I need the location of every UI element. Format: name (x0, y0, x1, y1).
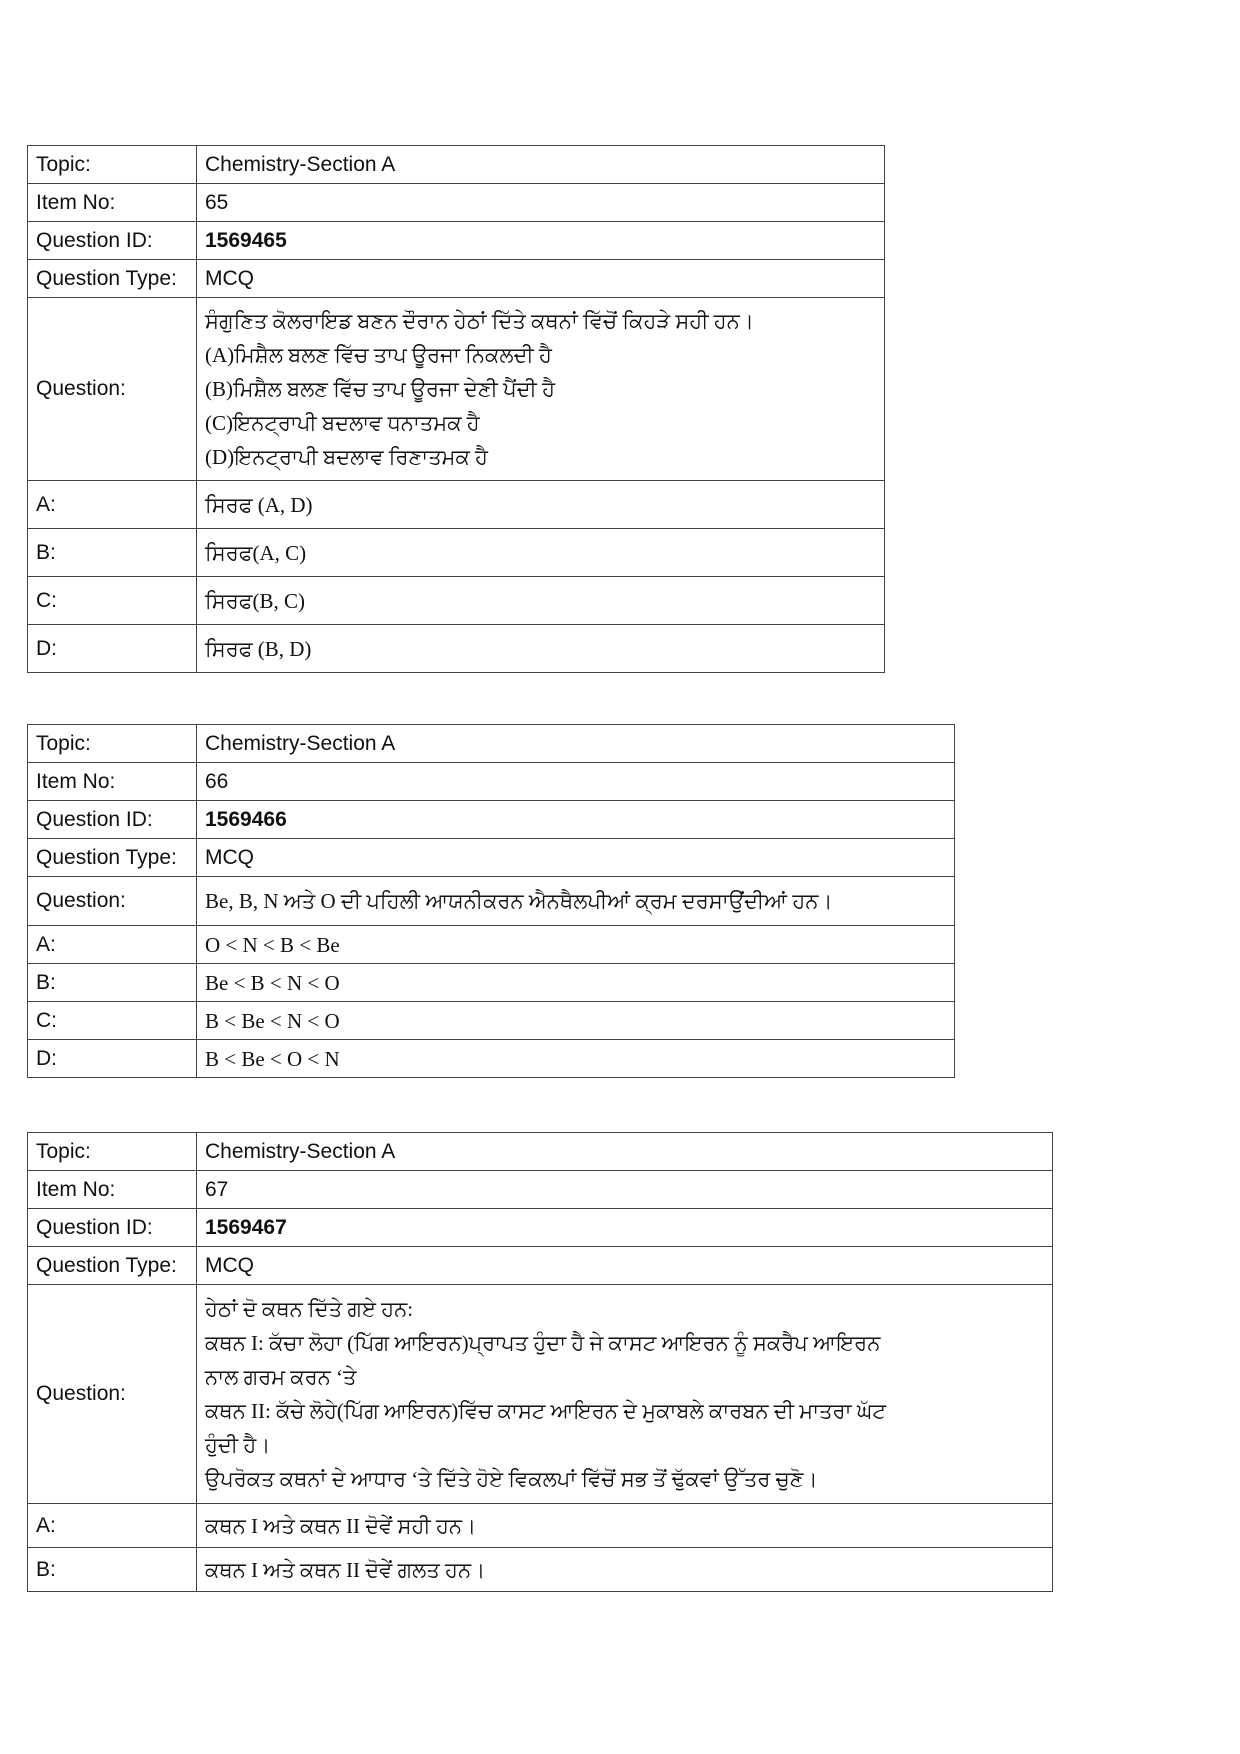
question-id-row (28, 801, 955, 839)
question-line: (B)ਮਿਸ਼ੈਲ ਬਲਣ ਵਿੱਚ ਤਾਪ ਊਰਜਾ ਦੇਣੀ ਪੈਂਦੀ ਹੈ (205, 377, 556, 401)
question-id-value: 1569467 (205, 1215, 287, 1239)
question-line: ਹੁੰਦੀ ਹੈ। (205, 1433, 271, 1457)
question-line: Be, B, N ਅਤੇ O ਦੀ ਪਹਿਲੀ ਆਯਨੀਕਰਨ ਐਨਥੈਲਪੀਆਂ ਕ੍ਰਮ ਦਰਸਾਉਂਦੀਆਂ ਹਨ। (205, 889, 833, 913)
item-no-row (28, 763, 955, 801)
question-type-value: MCQ (197, 260, 885, 298)
question-row (28, 298, 885, 481)
option-b-label: B: (28, 964, 197, 1002)
item-no-value: 65 (197, 184, 885, 222)
option-c-text: B < Be < N < O (197, 1002, 955, 1040)
option-c-label: C: (28, 577, 197, 625)
option-c-text: ਸਿਰਫ(B, C) (197, 577, 885, 625)
question-line: ਸੰਗੁਣਿਤ ਕੋਲਰਾਇਡ ਬਣਨ ਦੌਰਾਨ ਹੇਠਾਂ ਦਿੱਤੇ ਕਥਨਾਂ ਵਿੱਚੋਂ ਕਿਹੜੇ ਸਹੀ ਹਨ। (205, 309, 754, 333)
option-b-label: B: (28, 1548, 197, 1592)
question-card (27, 145, 885, 673)
option-c-row (28, 1002, 955, 1040)
question-id-label: Question ID: (28, 1209, 197, 1247)
question-text (197, 877, 955, 926)
question-line: ਹੇਠਾਂ ਦੋ ਕਥਨ ਦਿੱਤੇ ਗਏ ਹਨ: (205, 1297, 414, 1321)
question-card (27, 724, 955, 1078)
option-b-text: ਸਿਰਫ(A, C) (197, 529, 885, 577)
topic-label: Topic: (28, 725, 197, 763)
option-a-row (28, 481, 885, 529)
question-text (197, 1285, 1053, 1504)
question-line: ਉਪਰੋਕਤ ਕਥਨਾਂ ਦੇ ਆਧਾਰ ‘ਤੇ ਦਿੱਤੇ ਹੋਏ ਵਿਕਲਪਾਂ ਵਿੱਚੋਂ ਸਭ ਤੋਂ ਢੁੱਕਵਾਂ ਉੱਤਰ ਚੁਣੋ। (205, 1467, 818, 1491)
question-line: ਕਥਨ II: ਕੱਚੇ ਲੋਹੇ(ਪਿੱਗ ਆਇਰਨ)ਵਿੱਚ ਕਾਸਟ ਆਇਰਨ ਦੇ ਮੁਕਾਬਲੇ ਕਾਰਬਨ ਦੀ ਮਾਤਰਾ ਘੱਟ (205, 1399, 886, 1423)
option-a-row (28, 1504, 1053, 1548)
question-label: Question: (28, 298, 197, 481)
item-no-label: Item No: (28, 763, 197, 801)
question-row (28, 1285, 1053, 1504)
question-row (28, 877, 955, 926)
question-type-label: Question Type: (28, 260, 197, 298)
option-d-text: ਸਿਰਫ (B, D) (197, 625, 885, 673)
question-id-label: Question ID: (28, 222, 197, 260)
option-b-text: Be < B < N < O (197, 964, 955, 1002)
question-line: ਕਥਨ I: ਕੱਚਾ ਲੋਹਾ (ਪਿੱਗ ਆਇਰਨ)ਪ੍ਰਾਪਤ ਹੁੰਦਾ ਹੈ ਜੇ ਕਾਸਟ ਆਇਰਨ ਨੂੰ ਸਕਰੈਪ ਆਇਰਨ (205, 1331, 881, 1355)
question-line: (C)ਇਨਟ੍ਰਾਪੀ ਬਦਲਾਵ ਧਨਾਤਮਕ ਹੈ (205, 411, 480, 435)
question-type-row (28, 1247, 1053, 1285)
option-a-text: ਸਿਰਫ (A, D) (197, 481, 885, 529)
topic-row (28, 146, 885, 184)
question-type-value: MCQ (197, 1247, 1053, 1285)
option-b-row (28, 529, 885, 577)
question-text (197, 298, 885, 481)
option-b-text: ਕਥਨ I ਅਤੇ ਕਥਨ II ਦੋਵੇਂ ਗਲਤ ਹਨ। (197, 1548, 1053, 1592)
item-no-row (28, 1171, 1053, 1209)
item-no-value: 67 (197, 1171, 1053, 1209)
question-id-value: 1569466 (205, 807, 287, 831)
item-no-value: 66 (197, 763, 955, 801)
item-no-row (28, 184, 885, 222)
question-id-row (28, 1209, 1053, 1247)
option-d-row (28, 1040, 955, 1078)
option-a-text: O < N < B < Be (197, 926, 955, 964)
option-a-text: ਕਥਨ I ਅਤੇ ਕਥਨ II ਦੋਵੇਂ ਸਹੀ ਹਨ। (197, 1504, 1053, 1548)
option-d-text: B < Be < O < N (197, 1040, 955, 1078)
item-no-label: Item No: (28, 1171, 197, 1209)
topic-label: Topic: (28, 1133, 197, 1171)
question-type-value: MCQ (197, 839, 955, 877)
option-b-row (28, 1548, 1053, 1592)
option-a-label: A: (28, 926, 197, 964)
option-c-label: C: (28, 1002, 197, 1040)
option-a-label: A: (28, 481, 197, 529)
topic-row (28, 725, 955, 763)
question-id-value: 1569465 (205, 228, 287, 252)
topic-value: Chemistry-Section A (197, 725, 955, 763)
option-d-label: D: (28, 1040, 197, 1078)
question-line: ਨਾਲ ਗਰਮ ਕਰਨ ‘ਤੇ (205, 1365, 357, 1389)
item-no-label: Item No: (28, 184, 197, 222)
question-label: Question: (28, 877, 197, 926)
option-b-label: B: (28, 529, 197, 577)
question-type-label: Question Type: (28, 839, 197, 877)
question-type-row (28, 260, 885, 298)
topic-label: Topic: (28, 146, 197, 184)
topic-row (28, 1133, 1053, 1171)
question-line: (A)ਮਿਸ਼ੈਲ ਬਲਣ ਵਿੱਚ ਤਾਪ ਊਰਜਾ ਨਿਕਲਦੀ ਹੈ (205, 343, 552, 367)
option-a-row (28, 926, 955, 964)
question-id-label: Question ID: (28, 801, 197, 839)
question-line: (D)ਇਨਟ੍ਰਾਪੀ ਬਦਲਾਵ ਰਿਣਾਤਮਕ ਹੈ (205, 445, 488, 469)
option-c-row (28, 577, 885, 625)
question-label: Question: (28, 1285, 197, 1504)
option-d-row (28, 625, 885, 673)
option-b-row (28, 964, 955, 1002)
question-type-row (28, 839, 955, 877)
question-card (27, 1132, 1053, 1592)
option-d-label: D: (28, 625, 197, 673)
option-a-label: A: (28, 1504, 197, 1548)
question-id-row (28, 222, 885, 260)
question-type-label: Question Type: (28, 1247, 197, 1285)
topic-value: Chemistry-Section A (197, 146, 885, 184)
topic-value: Chemistry-Section A (197, 1133, 1053, 1171)
